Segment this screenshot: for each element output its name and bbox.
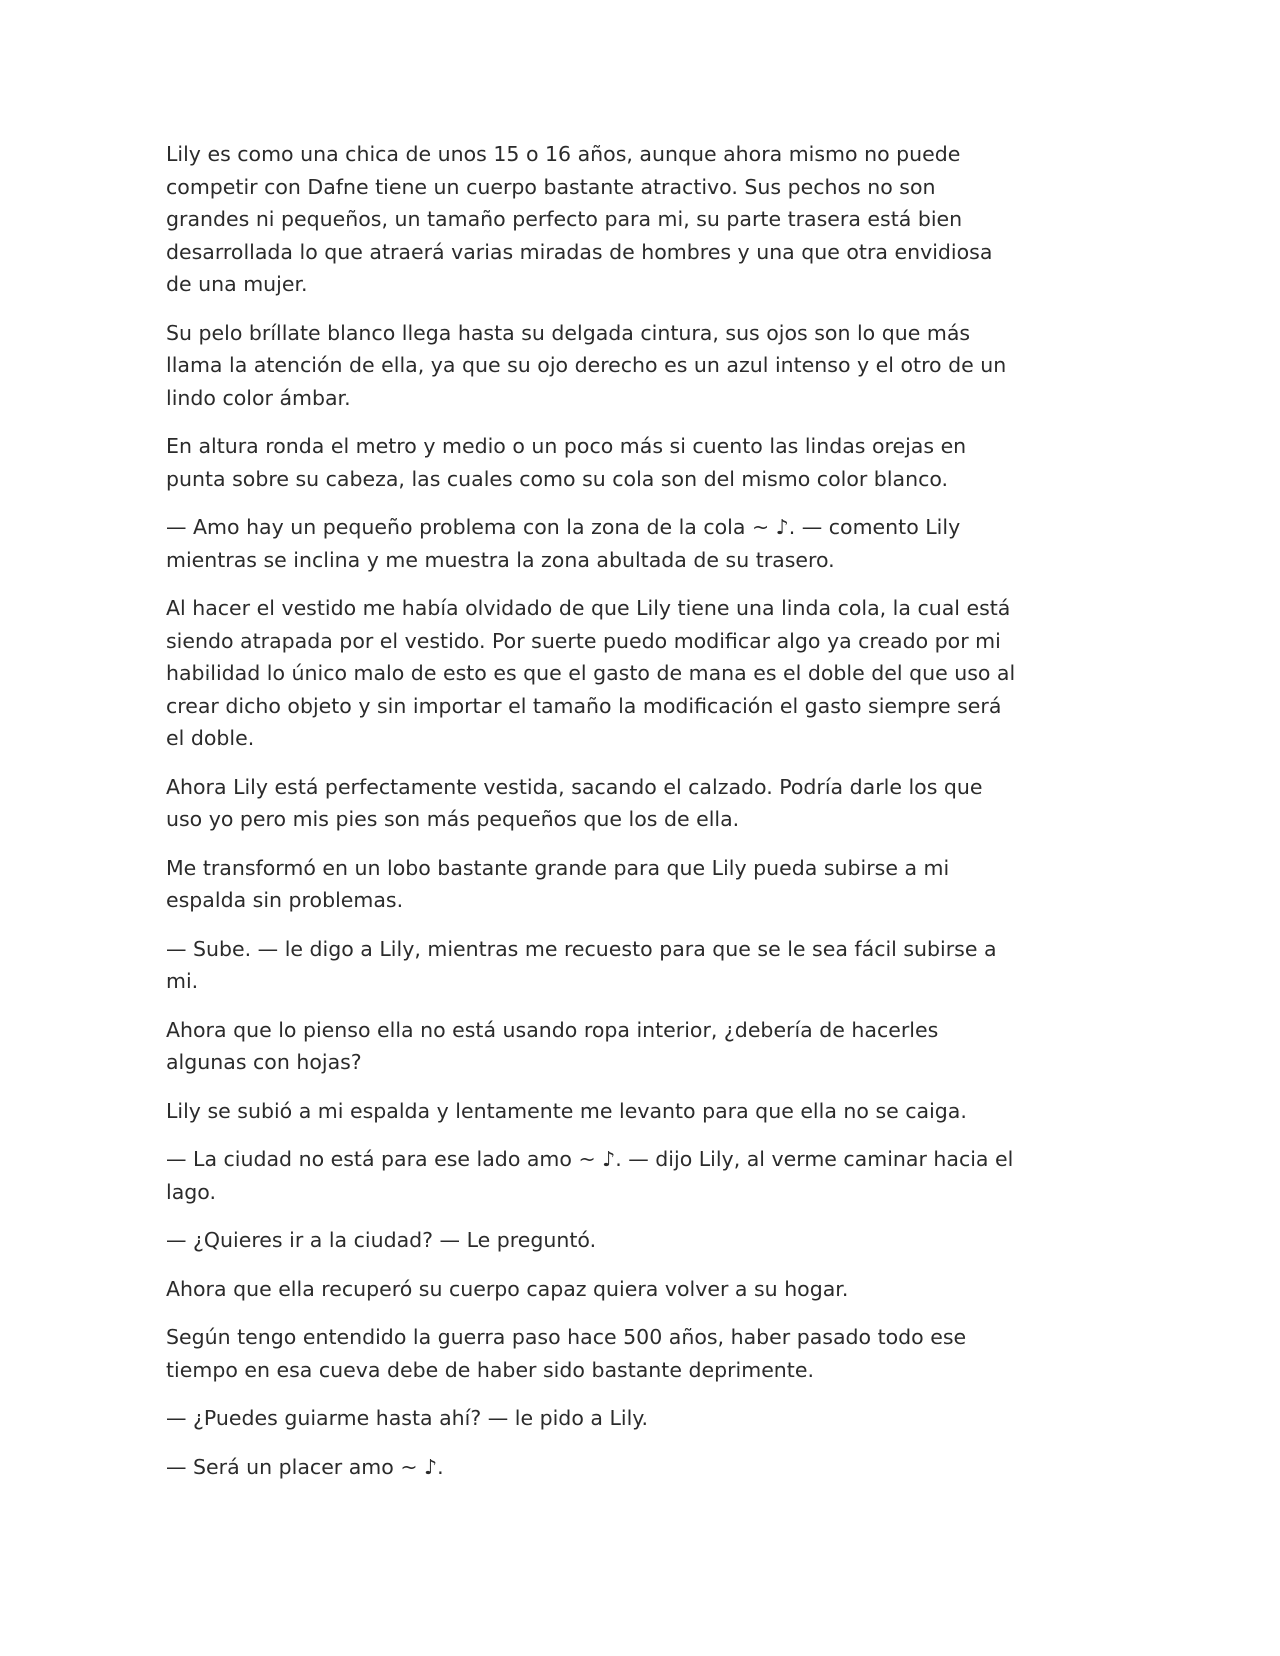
- paragraph: Me transformó en un lobo bastante grande para que Lily pueda subirse a mi espalda sin problemas.: [166, 855, 950, 912]
- paragraph: Ahora que lo pienso ella no está usando ropa interior, ¿debería de hacerles algunas con hojas?: [166, 1017, 939, 1074]
- document-page: [166, 138, 1016, 1499]
- paragraph: — ¿Puedes guiarme hasta ahí? — le pido a Lily.: [166, 1406, 648, 1430]
- paragraph: — Sube. — le digo a Lily, mientras me recuesto para que se le sea fácil subirse a mi.: [166, 936, 997, 993]
- paragraph: — ¿Quieres ir a la ciudad? — Le preguntó.: [166, 1228, 597, 1252]
- paragraph: Según tengo entendido la guerra paso hace 500 años, haber pasado todo ese tiempo en esa cueva debe de haber sido bastante deprimente.: [166, 1325, 967, 1382]
- paragraph: Lily se subió a mi espalda y lentamente me levanto para que ella no se caiga.: [166, 1098, 967, 1123]
- paragraph: — Amo hay un pequeño problema con la zona de la cola ~ ♪. — comento Lily mientras se inclina y me muestra la zona abultada de su trasero.: [166, 515, 961, 572]
- paragraph: Ahora que ella recuperó su cuerpo capaz quiera volver a su hogar.: [166, 1276, 849, 1301]
- paragraph: — La ciudad no está para ese lado amo ~ ♪. — dijo Lily, al verme caminar hacia el lago.: [166, 1147, 1014, 1204]
- paragraph: Ahora Lily está perfectamente vestida, sacando el calzado. Podría darle los que uso yo pero mis pies son más pequeños que los de ella.: [166, 774, 983, 831]
- paragraph: Al hacer el vestido me había olvidado de que Lily tiene una linda cola, la cual está siendo atrapada por el vestido. Por suerte puedo modificar algo ya creado por mi habilidad lo único malo de esto es que el gasto de mana es el doble del que uso al crear dicho objeto y sin importar el tamaño la modificación el gasto siempre será el doble.: [166, 596, 1016, 750]
- paragraph: Su pelo bríllate blanco llega hasta su delgada cintura, sus ojos son lo que más llama la atención de ella, ya que su ojo derecho es un azul intenso y el otro de un lindo color ámbar.: [166, 320, 1007, 410]
- paragraph: Lily es como una chica de unos 15 o 16 años, aunque ahora mismo no puede competir con Dafne tiene un cuerpo bastante atractivo. Sus pechos no son grandes ni pequeños, un tamaño perfecto para mi, su parte trasera está bien desarrollada lo que atraerá varias miradas de hombres y una que otra envidiosa de una mujer.: [166, 142, 993, 296]
- paragraph: — Será un placer amo ~ ♪.: [166, 1454, 444, 1479]
- paragraph: En altura ronda el metro y medio o un poco más si cuento las lindas orejas en punta sobre su cabeza, las cuales como su cola son del mismo color blanco.: [166, 434, 967, 491]
